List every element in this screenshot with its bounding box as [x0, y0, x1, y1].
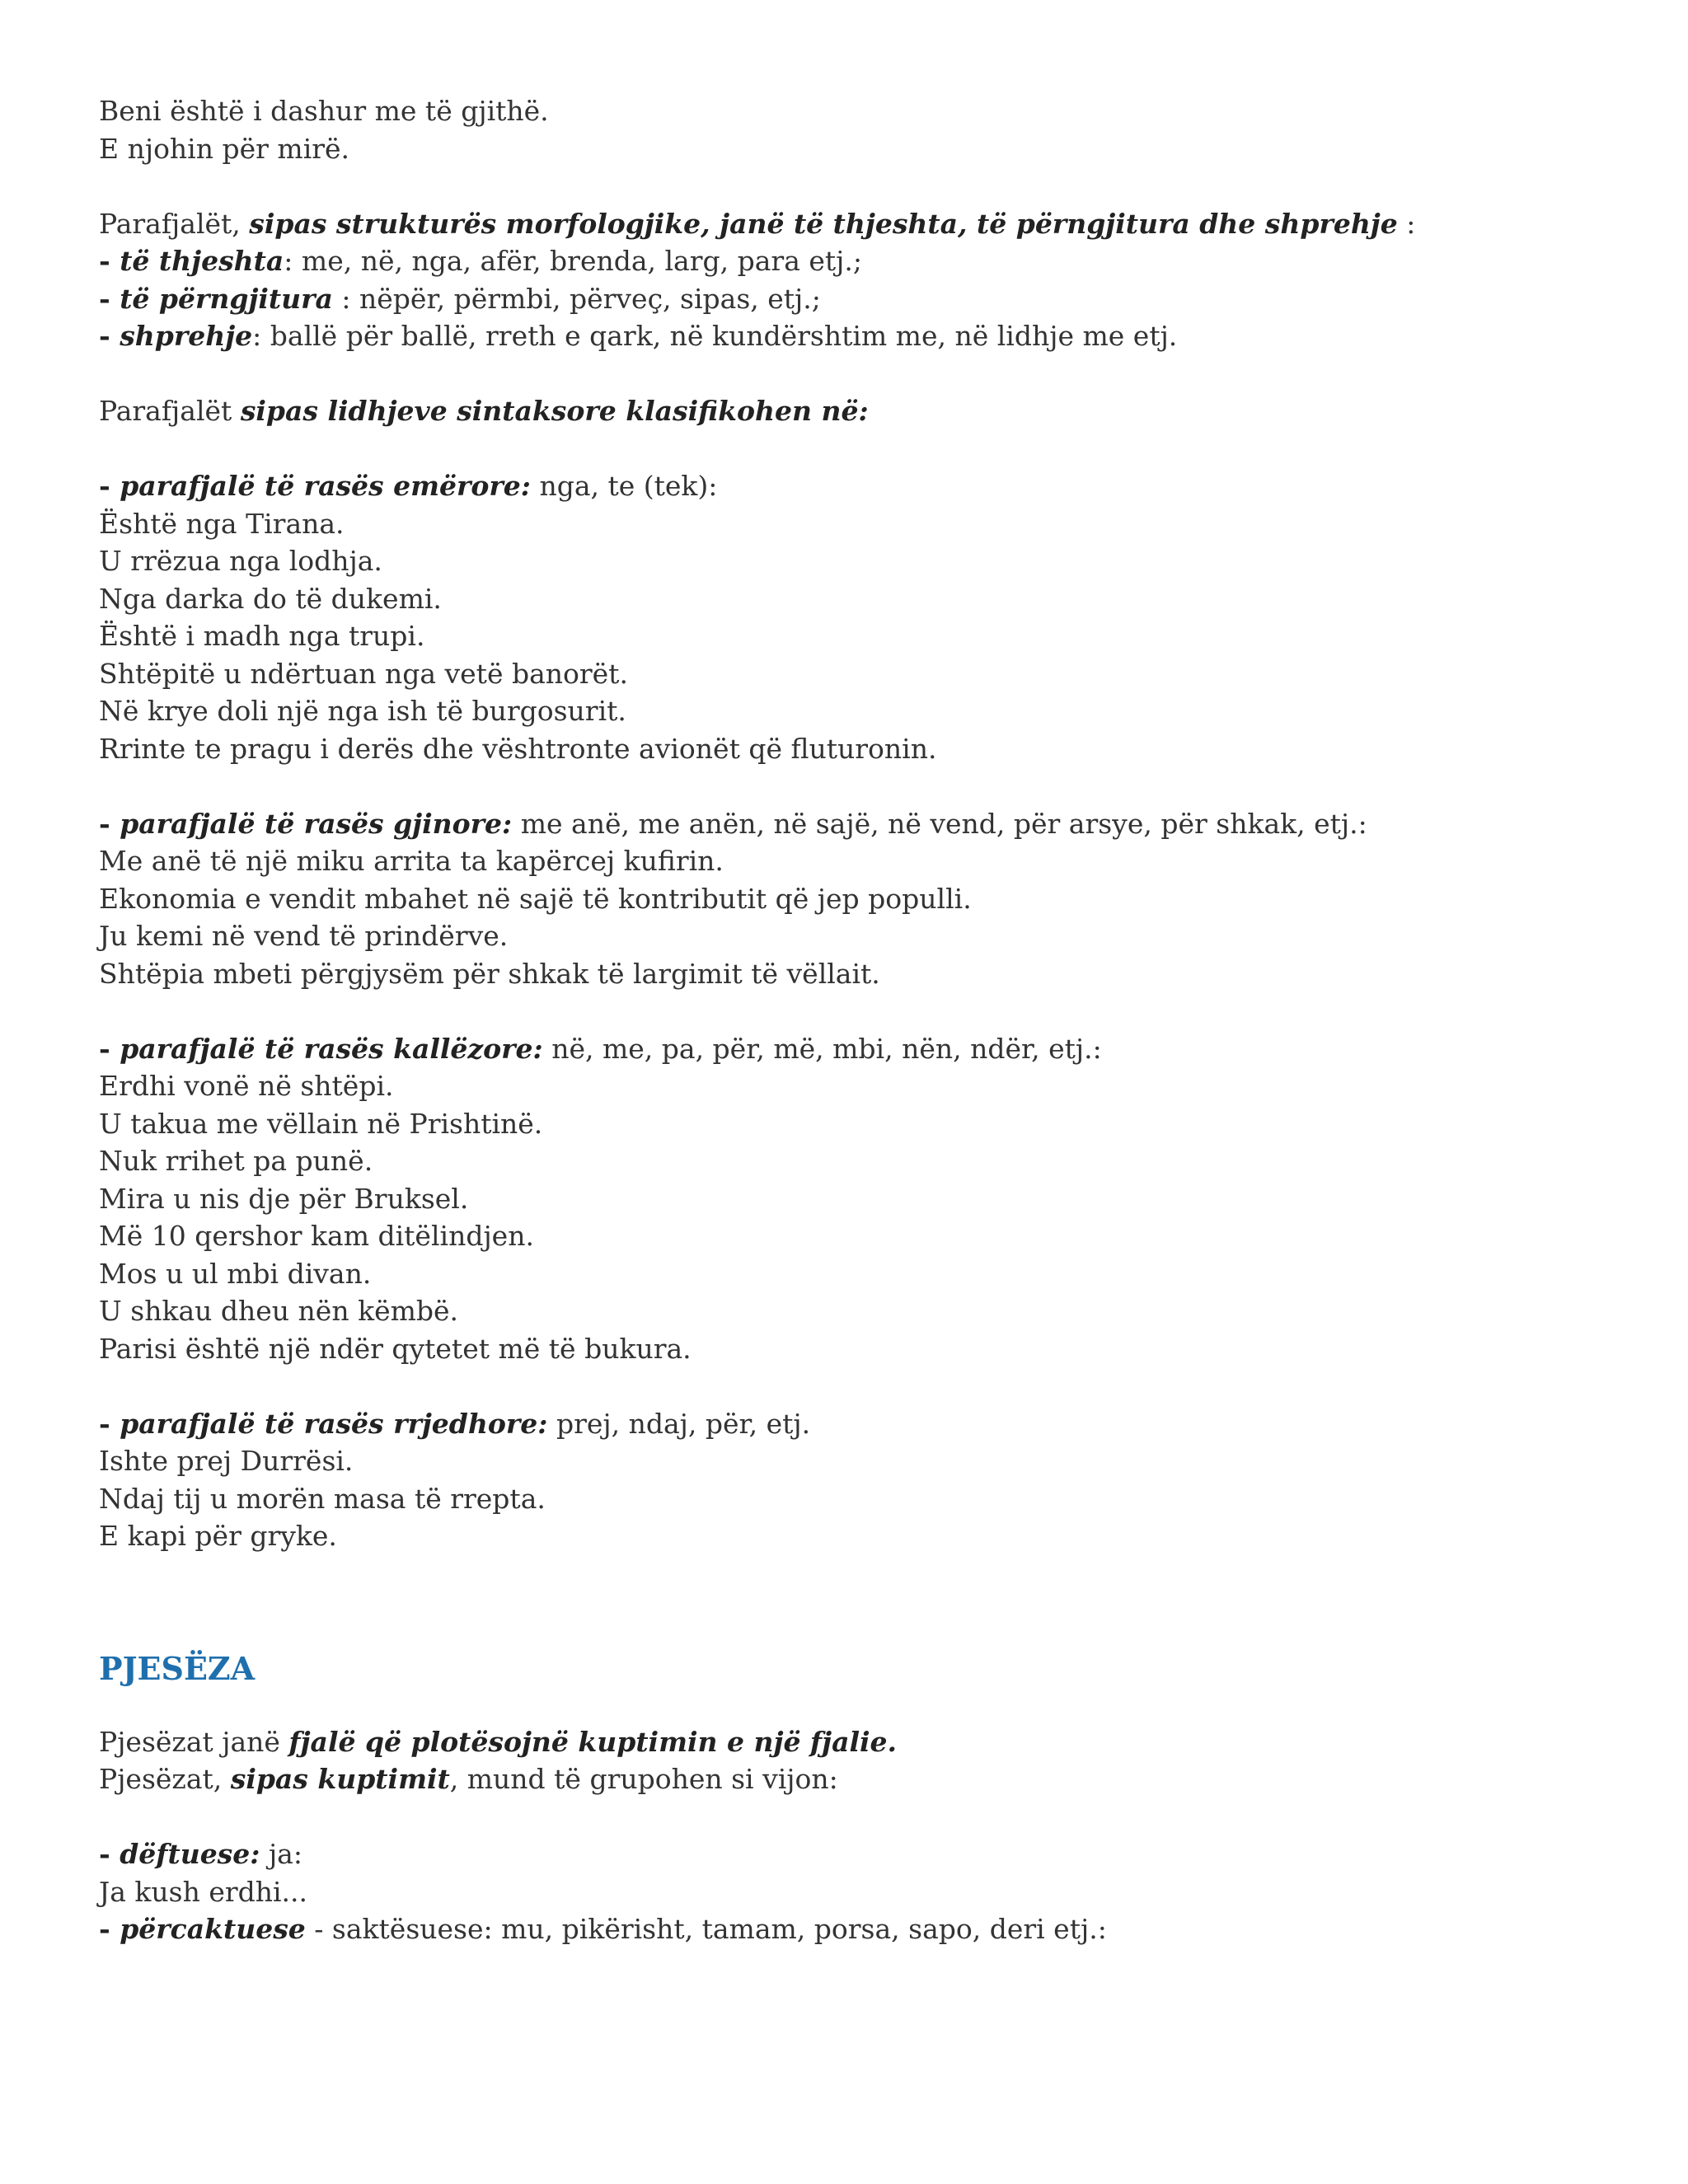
- example-line: Është i madh nga trupi.: [99, 620, 425, 652]
- example-line: Është nga Tirana.: [99, 507, 345, 540]
- example-line: Mos u ul mbi divan.: [99, 1257, 372, 1290]
- structure-item: - të thjeshta: me, në, nga, afër, brenda, larg, para etj.;: [99, 245, 862, 277]
- example-line: Mira u nis dje për Bruksel.: [99, 1182, 469, 1215]
- structure-term: të përngjitura: [120, 282, 333, 315]
- section-line-2-emphasis: sipas kuptimit: [230, 1763, 450, 1795]
- example-line: U rrëzua nga lodhja.: [99, 545, 382, 577]
- group-term: parafjalë të rasës rrjedhore:: [120, 1407, 548, 1440]
- section-line-2: Pjesëzat, sipas kuptimit, mund të grupohen si vijon:: [99, 1763, 838, 1795]
- structure-item: - shprehje: ballë për ballë, rreth e qark, në kundërshtim me, në lidhje me etj.: [99, 320, 1178, 352]
- example-line: Me anë të një miku arrita ta kapërcej kufirin.: [99, 845, 724, 877]
- example-line: Ishte prej Durrësi.: [99, 1445, 354, 1477]
- section-term: dëftuese:: [120, 1838, 260, 1870]
- example-line: Ndaj tij u morën masa të rrepta.: [99, 1482, 546, 1515]
- spacer: [99, 1798, 1582, 1836]
- intro-line-2: E njohin për mirë.: [99, 132, 350, 165]
- example-line: U shkau dheu nën këmbë.: [99, 1295, 459, 1327]
- group-term: parafjalë të rasës kallëzore:: [120, 1032, 543, 1065]
- example-line: Ekonomia e vendit mbahet në sajë të kontributit që jep populli.: [99, 882, 972, 915]
- section-item: - dëftuese: ja:: [99, 1838, 302, 1870]
- section-title: PJESËZA: [99, 1649, 256, 1687]
- example-line: E kapi për gryke.: [99, 1520, 337, 1552]
- example-line: U takua me vëllain në Prishtinë.: [99, 1107, 543, 1140]
- spacer: [99, 767, 1582, 805]
- syntax-lead: Parafjalët sipas lidhjeve sintaksore klasifikohen në:: [99, 395, 869, 427]
- structure-term: të thjeshta: [120, 245, 284, 277]
- spacer: [99, 1555, 1582, 1648]
- spacer: [99, 1690, 1582, 1723]
- section-term: përcaktuese: [120, 1913, 306, 1945]
- example-line: Shtëpitë u ndërtuan nga vetë banorët.: [99, 657, 628, 690]
- spacer: [99, 1367, 1582, 1405]
- section-item: - përcaktuese - saktësuese: mu, pikërisht, tamam, porsa, sapo, deri etj.:: [99, 1913, 1107, 1945]
- structure-term: shprehje: [120, 320, 253, 352]
- intro-line-1: Beni është i dashur me të gjithë.: [99, 95, 549, 127]
- example-line: Ju kemi në vend të prindërve.: [99, 920, 509, 952]
- example-line: Nga darka do të dukemi.: [99, 582, 442, 615]
- structure-lead-emphasis: sipas strukturës morfologjike, janë të thjeshta, të përngjitura dhe shprehje: [249, 207, 1398, 240]
- group-term: parafjalë të rasës emërore:: [120, 470, 531, 502]
- spacer: [99, 167, 1582, 205]
- structure-lead: Parafjalët, sipas strukturës morfologjike, janë të thjeshta, të përngjitura dhe shprehje :: [99, 207, 1416, 240]
- syntax-lead-emphasis: sipas lidhjeve sintaksore klasifikohen në:: [240, 395, 869, 427]
- example-line: Nuk rrihet pa punë.: [99, 1145, 373, 1177]
- example-line: Në krye doli një nga ish të burgosurit.: [99, 695, 626, 727]
- example-line: Parisi është një ndër qytetet më të bukura.: [99, 1332, 692, 1365]
- spacer: [99, 430, 1582, 468]
- example-line: Ja kush erdhi...: [99, 1875, 308, 1908]
- spacer: [99, 355, 1582, 393]
- spacer: [99, 992, 1582, 1030]
- group-term: parafjalë të rasës gjinore:: [120, 807, 513, 840]
- section-line-1: Pjesëzat janë fjalë që plotësojnë kuptimin e një fjalie.: [99, 1725, 898, 1758]
- document-page: [99, 92, 1582, 1948]
- example-line: Erdhi vonë në shtëpi.: [99, 1070, 394, 1102]
- example-line: Më 10 qershor kam ditëlindjen.: [99, 1220, 534, 1252]
- example-line: Rrinte te pragu i derës dhe vështronte avionët që fluturonin.: [99, 732, 937, 765]
- group-heading: - parafjalë të rasës emërore: nga, te (tek):: [99, 470, 718, 502]
- group-heading: - parafjalë të rasës gjinore: me anë, me anën, në sajë, në vend, për arsye, për shkak, etj.:: [99, 807, 1367, 840]
- group-heading: - parafjalë të rasës rrjedhore: prej, ndaj, për, etj.: [99, 1407, 811, 1440]
- example-line: Shtëpia mbeti përgjysëm për shkak të largimit të vëllait.: [99, 957, 880, 990]
- structure-item: - të përngjitura : nëpër, përmbi, përveç, sipas, etj.;: [99, 282, 821, 315]
- section-line-1-emphasis: fjalë që plotësojnë kuptimin e një fjalie.: [288, 1725, 898, 1758]
- group-heading: - parafjalë të rasës kallëzore: në, me, pa, për, më, mbi, nën, ndër, etj.:: [99, 1032, 1102, 1065]
